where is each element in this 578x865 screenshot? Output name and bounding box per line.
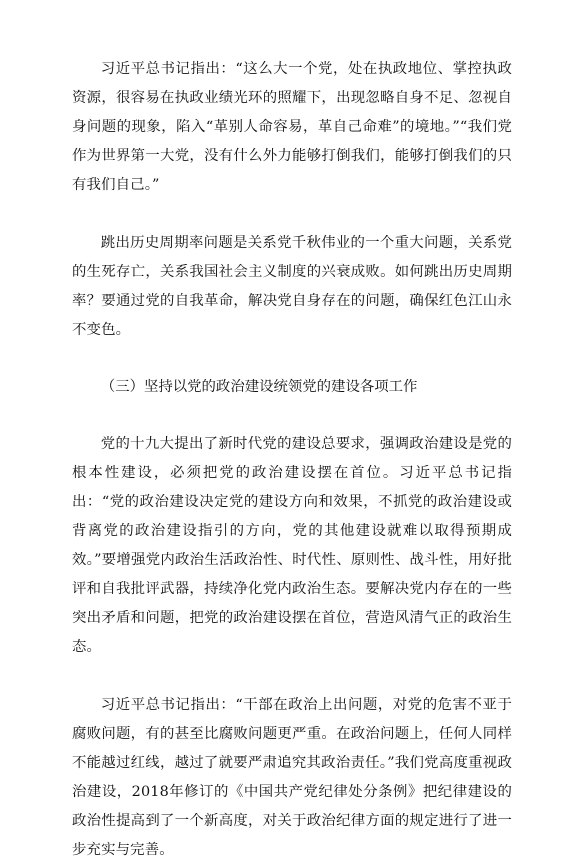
paragraph-political-discipline: 习近平总书记指出：“干部在政治上出问题，对党的危害不亚于腐败问题，有的甚至比腐败问题更严重。在政治问题上，任何人同样不能越过红线，越过了就要严肃追究其政治责任。”我们党高度重视政治建设，2018年修订的《中国共产党纪律处分条例》把纪律建设的政治性提高到了一个新高度，对关于政治纪律方面的规定进行了进一步充实与完善。 bbox=[72, 697, 512, 858]
paragraph-historical-cycle: 跳出历史周期率问题是关系党千秋伟业的一个重大问题，关系党的生死存亡，关系我国社会主义制度的兴衰成败。如何跳出历史周期率？要通过党的自我革命，解决党自身存在的问题，确保红色江山永不变色。 bbox=[72, 235, 512, 338]
paragraph-self-revolution: 习近平总书记指出：“这么大一个党，处在执政地位、掌控执政资源，很容易在执政业绩光环的照耀下，出现忽略自身不足、忽视自身问题的现象，陷入“革别人命容易，革自己命难”的境地。”“我们党作为世界第一大党，没有什么外力能够打倒我们，能够打倒我们的只有我们自己。” bbox=[72, 61, 512, 193]
paragraph-political-building: 党的十九大提出了新时代党的建设总要求，强调政治建设是党的根本性建设，必须把党的政治建设摆在首位。习近平总书记指出：“党的政治建设决定党的建设方向和效果，不抓党的政治建设或背离党的政治建设指引的方向，党的其他建设就难以取得预期成效。”要增强党内政治生活政治性、时代性、原则性、战斗性，用好批评和自我批评武器，持续净化党内政治生态。要解决党内存在的一些突出矛盾和问题，把党的政治建设摆在首位，营造风清气正的政治生态。 bbox=[72, 436, 512, 655]
section-heading: （三）坚持以党的政治建设统领党的建设各项工作 bbox=[100, 379, 418, 395]
document-page bbox=[72, 55, 512, 865]
